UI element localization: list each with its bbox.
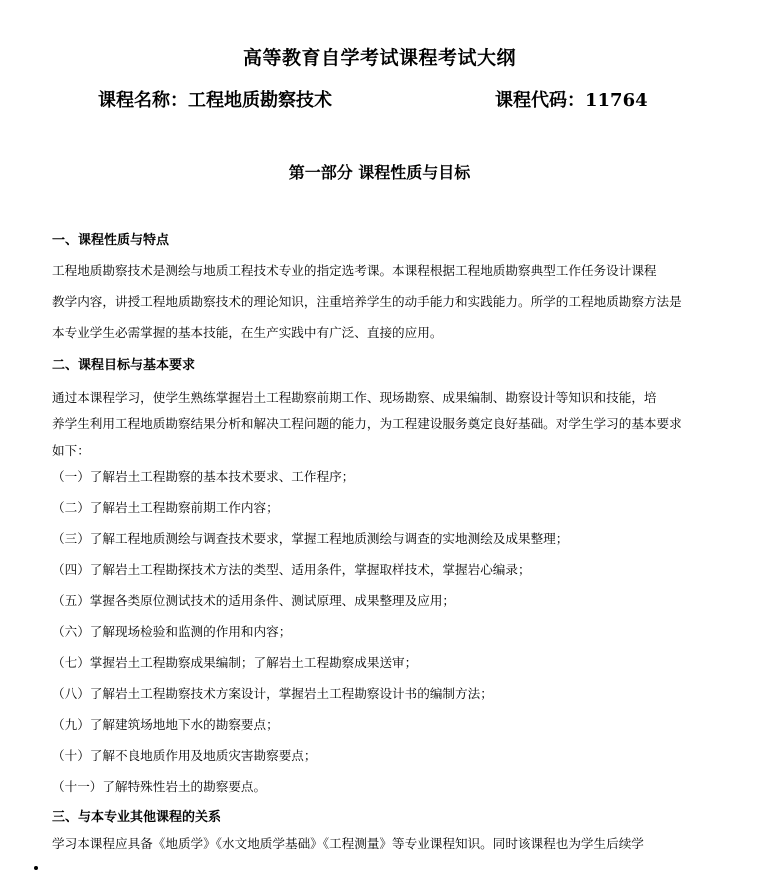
paragraph-line: 学习本课程应具备《地质学》《水文地质学基础》《工程测量》等专业课程知识。同时该课程也为学生后续学 [52, 836, 644, 851]
section-heading-objectives: 二、课程目标与基本要求 [52, 358, 196, 373]
course-code: 课程代码：11764 [495, 90, 648, 111]
paragraph-line: 如下： [52, 443, 90, 458]
requirement-item: （六）了解现场检验和监测的作用和内容； [52, 624, 292, 639]
paragraph-line: 工程地质勘察技术是测绘与地质工程技术专业的指定选考课。本课程根据工程地质勘察典型工作任务设计课程 [52, 263, 657, 278]
requirement-item: （二）了解岩土工程勘察前期工作内容； [52, 500, 279, 515]
part-title: 第一部分 课程性质与目标 [288, 163, 471, 182]
paragraph-line: 本专业学生必需掌握的基本技能，在生产实践中有广泛、直接的应用。 [52, 325, 443, 340]
requirement-item: （三）了解工程地质测绘与调查技术要求，掌握工程地质测绘与调查的实地测绘及成果整理； [52, 531, 569, 546]
page-mark [34, 866, 38, 870]
section-heading-nature: 一、课程性质与特点 [52, 233, 170, 248]
requirement-item: （十一）了解特殊性岩土的勘察要点。 [52, 779, 267, 794]
requirement-item: （七）掌握岩土工程勘察成果编制；了解岩土工程勘察成果送审； [52, 655, 418, 670]
paragraph-line: 养学生利用工程地质勘察结果分析和解决工程问题的能力，为工程建设服务奠定良好基础。对学生学习的基本要求 [52, 416, 682, 431]
course-info-line [98, 86, 759, 116]
requirement-item: （四）了解岩土工程勘探技术方法的类型、适用条件，掌握取样技术，掌握岩心编录； [52, 562, 531, 577]
requirement-item: （一）了解岩土工程勘察的基本技术要求、工作程序； [52, 469, 355, 484]
paragraph-line: 教学内容，讲授工程地质勘察技术的理论知识，注重培养学生的动手能力和实践能力。所学的工程地质勘察方法是 [52, 294, 682, 309]
paragraph-line: 通过本课程学习，使学生熟练掌握岩土工程勘察前期工作、现场勘察、成果编制、勘察设计等知识和技能，培 [52, 390, 657, 405]
section-heading-relations: 三、与本专业其他课程的关系 [52, 810, 222, 825]
requirement-item: （十）了解不良地质作用及地质灾害勘察要点； [52, 748, 317, 763]
requirement-item: （八）了解岩土工程勘察技术方案设计，掌握岩土工程勘察设计书的编制方法； [52, 686, 493, 701]
requirement-item: （五）掌握各类原位测试技术的适用条件、测试原理、成果整理及应用； [52, 593, 455, 608]
course-name: 课程名称：工程地质勘察技术 [98, 90, 332, 111]
document-title: 高等教育自学考试课程考试大纲 [242, 47, 516, 69]
requirement-item: （九）了解建筑场地地下水的勘察要点； [52, 717, 279, 732]
